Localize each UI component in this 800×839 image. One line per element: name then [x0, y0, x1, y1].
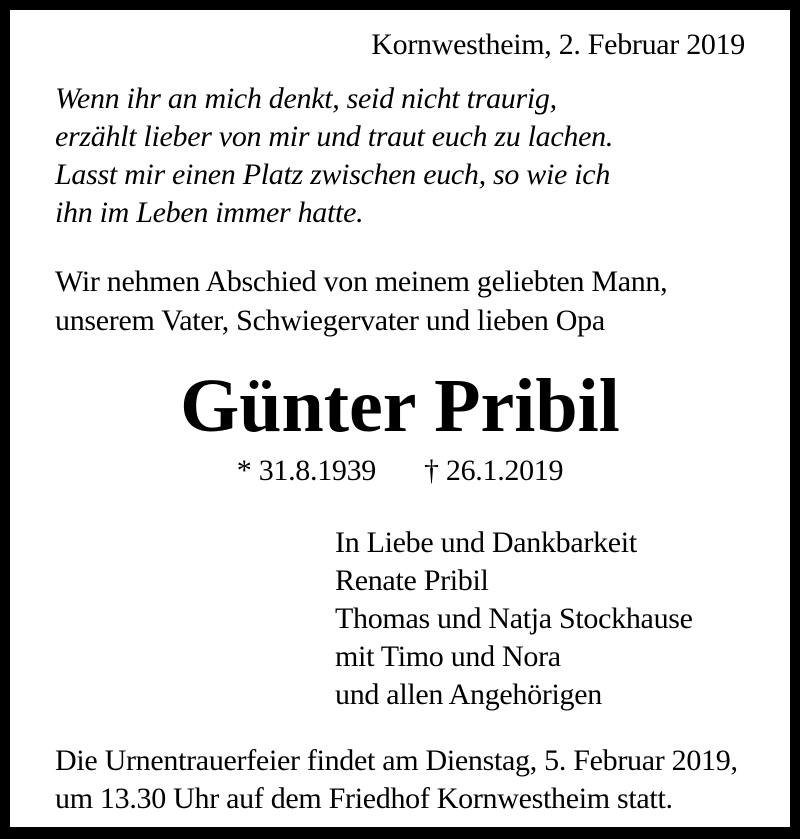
death-cross-symbol: †	[424, 454, 439, 487]
mourner-line: Renate Pribil	[335, 564, 489, 597]
farewell-line: Wir nehmen Abschied von meinem geliebten Mann,	[55, 265, 668, 298]
birth-date-group	[237, 454, 376, 487]
verse-line: ihn im Leben immer hatte.	[55, 196, 364, 229]
deceased-name: Günter Pribil	[180, 364, 620, 448]
farewell-text	[55, 262, 745, 340]
mourner-line: mit Timo und Nora	[335, 640, 561, 673]
death-date: 26.1.2019	[445, 454, 564, 487]
verse-line: erzählt lieber von mir und traut euch zu lachen.	[55, 120, 614, 153]
mourner-line: Thomas und Natja Stockhause	[335, 602, 693, 635]
mourners-list	[335, 524, 745, 714]
birth-date: 31.8.1939	[258, 454, 376, 487]
death-date-group	[424, 454, 563, 487]
mourner-line: und allen Angehörigen	[335, 678, 602, 711]
verse-line: Wenn ihr an mich denkt, seid nicht traurig,	[55, 82, 557, 115]
verse-line: Lasst mir einen Platz zwischen euch, so wie ich	[55, 158, 611, 191]
dateline: Kornwestheim, 2. Februar 2019	[371, 28, 745, 61]
life-dates	[55, 452, 745, 490]
funeral-line: um 13.30 Uhr auf dem Friedhof Kornwestheim statt.	[55, 782, 673, 815]
mourner-line: In Liebe und Dankbarkeit	[335, 526, 637, 559]
funeral-info	[55, 742, 745, 818]
funeral-line: Die Urnentrauerfeier findet am Dienstag, 5. Februar 2019,	[55, 744, 738, 777]
farewell-line: unserem Vater, Schwiegervater und lieben Opa	[55, 304, 605, 337]
birth-star-symbol: *	[236, 454, 252, 487]
memorial-verse	[55, 80, 745, 232]
